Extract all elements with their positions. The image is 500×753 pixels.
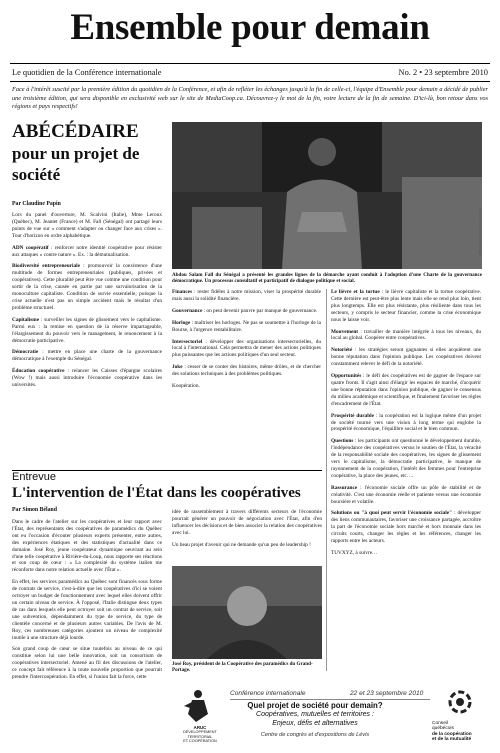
- article1-col3: [331, 289, 481, 673]
- article2-kicker: Entrevue: [12, 471, 57, 483]
- article1-title-line2: pour un projet de société: [12, 144, 140, 184]
- issue-info: No. 2 • 23 septembre 2010: [398, 68, 488, 77]
- paragraph: Opportunités : le défi des coopératives est de gagner de l'espace sur quatre fronts. Il s'agit ainsi d'élargir les espaces de marché, d'acquérir une bonne réputation dans l'opinion publique, de gagner le consensus du milieu académique et scientifique, et finalement favoriser les règles d'encadrement de l'État.: [331, 373, 481, 407]
- paragraph: En effet, les services paramédics au Québec sont financés sous forme de contrats de service, c'est-à-dire que les coopératives d'ici se voient octroyer un budget de fonctionnement avec lequel elles doivent offrir un certain niveau de service. À l'opposé, l'Italie distingue deux types de cas dans lesquels elle peut octroyer soit un contrat de service, soit une subvention, dépendamment du type de service, du type de clientèle concerné et de plusieurs autres variables. De l'avis de M. Roy, ces nombreuses catégories ajoutent un niveau de complexité inutile à une structure déjà lourde.: [12, 579, 162, 641]
- interview-photo-caption: José Roy, président de la Coopérative des paramédics du Grand-Portage.: [172, 661, 313, 674]
- paragraph: Solutions ou "à quoi peut servir l'économie sociale" : développer des liens communautaires, favoriser une croissance partagée, accroître la part de l'économie sociale hors marché et hors monnaie dans les circuits courts, changer les règles et les références, changer les rapports entre les acteurs.: [331, 510, 481, 545]
- paragraph: Finances : rester fidèles à notre mission, viser la prospérité durable mais aussi la solidité financière.: [172, 289, 321, 302]
- paragraph: Questions : les participants ont questionné le développement durable, l'indépendance des coopératives versus le soutien de l'État, la véracité de la responsabilité sociale des coopératives, les signes de glissement vers le capitalisme, la démocratie participative, le manque de rayonnement de la coopération, l'intérêt des femmes pour l'entreprise coopérative, la place des jeunes, etc….: [331, 438, 481, 479]
- paragraph: Biodiversité entrepreneuriale : promouvoir la coexistence d'une multitude de formes entrepreneuriales (publiques, privées et coopératives). Cette pluralité peut être vue comme une condition pour sortir de la crise, causée en partie par une survalorisation de la monoculture capitaliste. Condition de survie essentielle, puisque la crise actuelle n'est pas un simple accident mais le résultat d'un problème structurel.: [12, 263, 162, 311]
- article2-title: L'intervention de l'État dans les coopératives: [12, 485, 301, 501]
- conseil-line: de la coopération: [432, 731, 472, 737]
- conference-question: Quel projet de société pour demain?: [247, 701, 383, 710]
- article2-author: Par Simon Béland: [12, 507, 57, 513]
- paragraph: Rassurance : l'économie sociale offre un pôle de stabilité et de créativité. C'est une économie réelle et patiente versus une économie boursière et volatile.: [331, 484, 481, 505]
- paragraph: Gouvernance : on peut devenir pauvre par manque de gouvernance.: [172, 307, 318, 314]
- conseil-line: et de la mutualité: [432, 737, 472, 743]
- article2-col1: [12, 519, 162, 726]
- article1-col2: [172, 289, 321, 469]
- paragraph: Éducation coopérative : relancer les Caisses d'épargne scolaires (Wow !) mais aussi introduire l'économie coopérative dans les universités.: [12, 368, 162, 389]
- portrait-illustration: [172, 566, 322, 659]
- paragraph: Horloge : maîtriser les horloges. Ne pas se soumettre à l'horloge de la Bourse, à l'urgence rentabilitaire.: [172, 319, 321, 333]
- conference-label: Conférence internationale: [230, 690, 306, 697]
- paragraph: Le lièvre et la tortue : le lièvre capitaliste et la tortue coopérative. Cette dernière est peut-être plus lente mais elle se rend plus loin, tient plus longtemps. Elle est plus résistante, plus résiliente dans tous les secteurs, y compris le secteur financier, comme la crise économique nous le laisse voir.: [331, 289, 481, 323]
- aruc-line: ET COOPÉRATION: [183, 739, 217, 743]
- paragraph: Capitalisme : surveiller les signes de glissement vers le capitalisme. Parmi eux : la remise en question de la réserve impartageable, l'élargissement du pouvoir vers le management, le renoncement à la démocratie participative.: [12, 316, 162, 344]
- column-rule: [326, 289, 327, 671]
- article2-col2: [172, 509, 322, 569]
- interview-photo: [172, 566, 322, 659]
- conference-subtitle2: Enjeux, défis et alternatives: [272, 720, 358, 727]
- masthead-title: Ensemble pour demain: [70, 7, 430, 48]
- aruc-figure-icon: [174, 688, 226, 722]
- speaker-illustration: [172, 122, 482, 269]
- paragraph: Notoriété : les stratégies seront gagnantes si elles acquièrent une bonne réputation dans l'opinion publique. Les coopératives doivent constamment relever le défi de la notoriété.: [331, 347, 481, 368]
- paragraph: Démocratie : mettre en place une charte de la gouvernance démocratique à l'exemple du Sénégal.: [12, 349, 162, 363]
- paragraph: Lors du panel d'ouverture, M. Scalvini (Italie), Mme Leroux (Québec), M. Jeantet (France) et M. Fall (Sénégal) ont partagé leurs points de vue sur « comment s'adapter ou changer face aux crises ». Tour d'horizon en ordre alphabétique.: [12, 212, 162, 239]
- section-rule: [12, 470, 322, 471]
- conseil-line: québécois: [432, 726, 454, 732]
- paragraph: Intersectoriel : développer des organisations intersectorielles, du local à l'international. Cela permettra de mener des actions politiques plus puissantes que les actions politiques d'un seul secteur.: [172, 338, 321, 359]
- article1-col1: [12, 212, 162, 470]
- paragraph: ADN coopératif : renforcer notre identité coopérative pour résister aux attaques « contre nature ». Ex. : la démutualisation.: [12, 244, 162, 258]
- conference-venue: Centre de congrès et d'expositions de Lévis: [260, 732, 370, 738]
- paragraph: TUVXYZ, à suivre…: [331, 550, 378, 556]
- paragraph: Joke : cesser de se conter des histoires, même drôles, et de chercher des solutions techniques à des problèmes politiques.: [172, 364, 321, 378]
- paragraph: Son grand coup de cœur se situe toutefois au niveau de ce qui constitue selon lui une belle innovation, soit un consortium de coopératives intersectoriel. Amené au fil des discussions de l'atelier, ce concept fait référence à la toute nouvelle proportion que pourrait prendre l'intercoopération. En effet, si l'union fait la force, cette: [12, 646, 162, 681]
- intro-note: Face à l'intérêt suscité par la première édition du quotidien de la Conférence, et afin de refléter les échanges jusqu'à la fin de celle-ci, l'équipe d'Ensemble pour demain a décidé de publier une troisième édition, qui sera disponible en exclusivité web sur le site de MediaCoop.ca. Découvrez-y le mot de la fin, votre lecture de la fin de semaine. D'ici-là, bon retour dans vos régions et pays respectifs!: [12, 86, 488, 111]
- photo-caption: Abdou Salam Fall du Sénégal a présenté les grandes lignes de la démarche ayant conduit à l'adoption d'une Charte de la gouvernance démocratique. Un processus consultatif et participatif de dialogue politique et social.: [172, 272, 482, 285]
- aruc-line: ARUC: [193, 725, 207, 730]
- conseil-rings-icon: [432, 688, 488, 716]
- conference-dates: 22 et 23 septembre 2010: [350, 690, 424, 697]
- footer-rule: [230, 699, 430, 700]
- paragraph: idée de rassemblement à travers différents secteurs de l'économie pourrait générer un pouvoir de négociation avec l'État, afin d'en influencer les décisions et de bien associer la relation des coopératives avec lui.: [172, 509, 322, 536]
- paragraph: Dans le cadre de l'atelier sur les coopératives et leur rapport avec l'État, des représentants des coopératives de paramédics du Québec ont eu l'occasion d'écouter plusieurs experts présenter, entre autres, des expériences étatiques et des statistiques d'actualité dans ce domaine. José Roy, jeune coopérateur dynamique oeuvrant au sein d'une telle coopérative à Rivière-du-Loup, nous rapporte ses réactions et son coup de cœur : « La complexité du système italien me réconforte dans notre relation actuelle avec l'État ».: [12, 519, 162, 574]
- speaker-photo: [172, 122, 482, 269]
- masthead-subtitle: Le quotidien de la Conférence internationale: [12, 68, 162, 77]
- article1-author: Par Claudine Papin: [12, 201, 61, 207]
- aruc-line: TERRITORIAL: [187, 734, 213, 739]
- masthead-rule: [10, 63, 490, 64]
- paragraph: Koopération.: [172, 383, 200, 390]
- paragraph: Un beau projet d'avenir qui ne demande qu'un peu de leadership !: [172, 541, 311, 548]
- conference-subtitle1: Coopératives, mutuelles et territoires :: [256, 711, 374, 718]
- masthead-rule-bottom: [10, 81, 490, 82]
- conseil-line: Conseil: [432, 721, 448, 726]
- paragraph: Prospérité durable : la coopération est la logique même d'un projet de société tourné vers une vision à long terme qui englobe la prospérité économique, l'équilibre social et le bien commun.: [331, 412, 481, 433]
- conseil-logo: [432, 688, 488, 750]
- photo-credit: DESJARDINS/DENIS LACROIX: [478, 209, 482, 255]
- article1-title-line1: ABÉCÉDAIRE: [12, 121, 139, 142]
- aruc-line: DÉVELOPPEMENT: [183, 730, 217, 734]
- aruc-logo: [174, 688, 226, 750]
- paragraph: Mouvement : travailler de manière intégrée à tous les niveaux, du local au global. Coopérer entre coopératives.: [331, 328, 481, 342]
